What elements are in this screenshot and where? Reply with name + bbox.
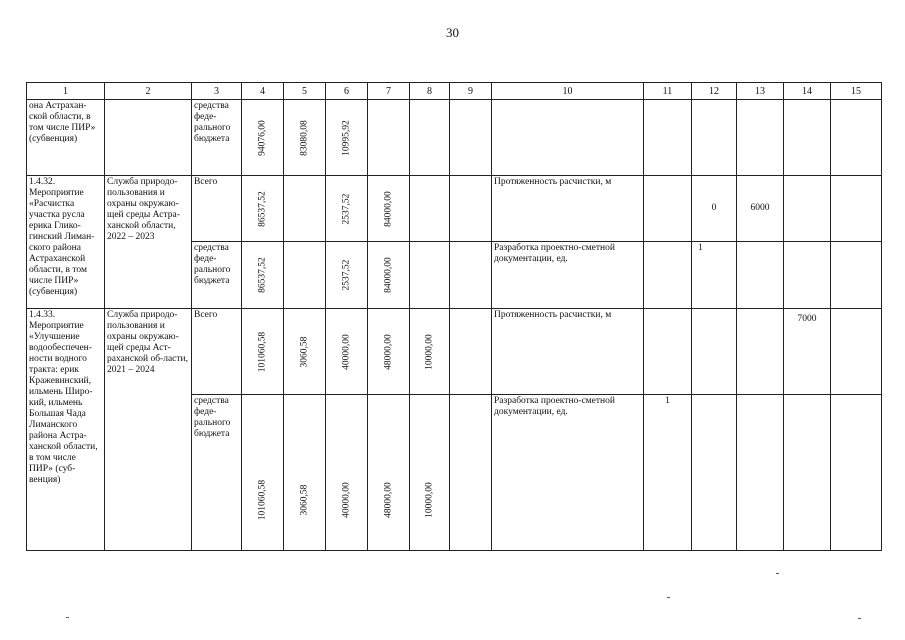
header-cell: 6 — [326, 83, 368, 100]
empty-cell — [450, 100, 492, 176]
budget-table — [26, 82, 882, 551]
amount-cell — [368, 176, 410, 242]
amount-value: 86537,52 — [257, 190, 267, 227]
header-cell: 14 — [784, 83, 831, 100]
empty-cell — [784, 176, 831, 242]
funding-source-cell: Всего — [192, 309, 242, 395]
empty-cell — [284, 176, 326, 242]
amount-value: 10995,92 — [341, 119, 351, 156]
item-name-cell: 1.4.32. Мероприятие «Расчистка участка русла ерика Глико-гинский Лиман-ского района Астраханской области, в том числе ПИР» (субвенция) — [27, 176, 105, 309]
responsible-cell: Служба природо-пользования и охраны окружаю-щей среды Аст-раханской об-ласти, 2021 – 2024 — [105, 309, 192, 551]
empty-cell — [737, 242, 784, 309]
amount-cell — [284, 100, 326, 176]
funding-source-cell: средства феде-рального бюджета — [192, 100, 242, 176]
header-cell: 9 — [450, 83, 492, 100]
amount-cell — [368, 395, 410, 551]
empty-cell — [410, 242, 450, 309]
page-number: 30 — [446, 25, 459, 40]
indicator-value-cell: 1 — [644, 395, 692, 551]
empty-cell — [831, 309, 882, 395]
empty-cell — [410, 100, 450, 176]
empty-cell — [450, 309, 492, 395]
header-cell: 1 — [27, 83, 105, 100]
empty-cell — [450, 176, 492, 242]
empty-cell — [784, 100, 831, 176]
empty-cell — [692, 100, 737, 176]
funding-source-cell: средства феде-рального бюджета — [192, 242, 242, 309]
amount-cell — [326, 242, 368, 309]
empty-cell — [644, 100, 692, 176]
responsible-cell: Служба природо-пользования и охраны окружаю-щей среды Астра-ханской области, 2022 – 2023 — [105, 176, 192, 309]
header-cell: 7 — [368, 83, 410, 100]
empty-cell — [368, 100, 410, 176]
scan-speck — [858, 618, 861, 619]
amount-value: 3060,58 — [299, 336, 309, 367]
amount-value: 2537,52 — [341, 259, 351, 291]
header-cell: 5 — [284, 83, 326, 100]
amount-value: 83080,08 — [299, 119, 309, 156]
table-row — [27, 176, 882, 242]
header-cell: 8 — [410, 83, 450, 100]
empty-cell — [831, 395, 882, 551]
item-name-cell: она Астрахан-ской области, в том числе ПИР» (субвенция) — [27, 100, 105, 176]
amount-cell — [242, 242, 284, 309]
empty-cell — [450, 242, 492, 309]
empty-cell — [644, 309, 692, 395]
empty-cell — [784, 395, 831, 551]
amount-cell — [284, 395, 326, 551]
amount-cell — [284, 309, 326, 395]
empty-cell — [831, 242, 882, 309]
empty-cell — [692, 395, 737, 551]
amount-value: 2537,52 — [341, 193, 351, 224]
amount-value: 84000,00 — [383, 190, 393, 227]
indicator-cell: Протяженность расчистки, м — [492, 176, 644, 242]
amount-value: 48000,00 — [383, 333, 393, 370]
header-cell: 10 — [492, 83, 644, 100]
empty-cell — [692, 309, 737, 395]
amount-value: 84000,00 — [383, 257, 393, 293]
amount-value: 40000,00 — [341, 482, 351, 519]
header-cell: 4 — [242, 83, 284, 100]
indicator-cell: Разработка проектно-сметной документации, ед. — [492, 395, 644, 551]
empty-cell — [450, 395, 492, 551]
empty-cell — [410, 176, 450, 242]
empty-cell — [492, 100, 644, 176]
amount-cell — [368, 309, 410, 395]
amount-value: 86537,52 — [257, 257, 267, 293]
empty-cell — [644, 242, 692, 309]
amount-cell — [368, 242, 410, 309]
amount-cell — [242, 395, 284, 551]
funding-source-cell: Всего — [192, 176, 242, 242]
header-cell: 15 — [831, 83, 882, 100]
amount-cell — [326, 100, 368, 176]
header-cell: 2 — [105, 83, 192, 100]
scan-speck — [66, 617, 69, 618]
empty-cell — [784, 242, 831, 309]
indicator-value-cell: 0 — [692, 176, 737, 242]
header-cell: 3 — [192, 83, 242, 100]
header-cell: 11 — [644, 83, 692, 100]
empty-cell — [737, 100, 784, 176]
indicator-cell: Разработка проектно-сметной документации, ед. — [492, 242, 644, 309]
empty-cell — [737, 395, 784, 551]
header-cell: 13 — [737, 83, 784, 100]
empty-cell — [105, 100, 192, 176]
amount-cell — [242, 100, 284, 176]
indicator-value-cell: 6000 — [737, 176, 784, 242]
funding-source-cell: средства феде-рального бюджета — [192, 395, 242, 551]
amount-cell — [410, 309, 450, 395]
amount-value: 40000,00 — [341, 333, 351, 370]
amount-cell — [242, 176, 284, 242]
header-cell: 12 — [692, 83, 737, 100]
amount-value: 10000,00 — [424, 333, 434, 370]
header-row — [27, 83, 882, 100]
empty-cell — [831, 100, 882, 176]
table-row — [27, 309, 882, 395]
amount-value: 3060,58 — [299, 484, 309, 516]
indicator-cell: Протяженность расчистки, м — [492, 309, 644, 395]
indicator-value-cell: 1 — [692, 242, 737, 309]
scan-speck — [776, 573, 779, 574]
table-row — [27, 100, 882, 176]
amount-cell — [326, 309, 368, 395]
amount-value: 10000,00 — [424, 482, 434, 519]
amount-cell — [242, 309, 284, 395]
amount-value: 101060,58 — [257, 480, 267, 521]
amount-cell — [326, 395, 368, 551]
empty-cell — [737, 309, 784, 395]
empty-cell — [831, 176, 882, 242]
item-name-cell: 1.4.33. Мероприятие «Улучшение водообеспечен-ности водного тракта: ерик Кражевинский, ильмень Широ-кий, ильмень Большая Чада Лиманского района Астра-ханской области, в том числе ПИР» (суб-венция) — [27, 309, 105, 551]
amount-cell — [410, 395, 450, 551]
amount-cell — [326, 176, 368, 242]
amount-value: 101060,58 — [257, 331, 267, 372]
scan-speck — [667, 597, 670, 598]
indicator-value-cell: 7000 — [784, 309, 831, 395]
empty-cell — [284, 242, 326, 309]
empty-cell — [644, 176, 692, 242]
amount-value: 94076,00 — [257, 119, 267, 156]
amount-value: 48000,00 — [383, 482, 393, 519]
